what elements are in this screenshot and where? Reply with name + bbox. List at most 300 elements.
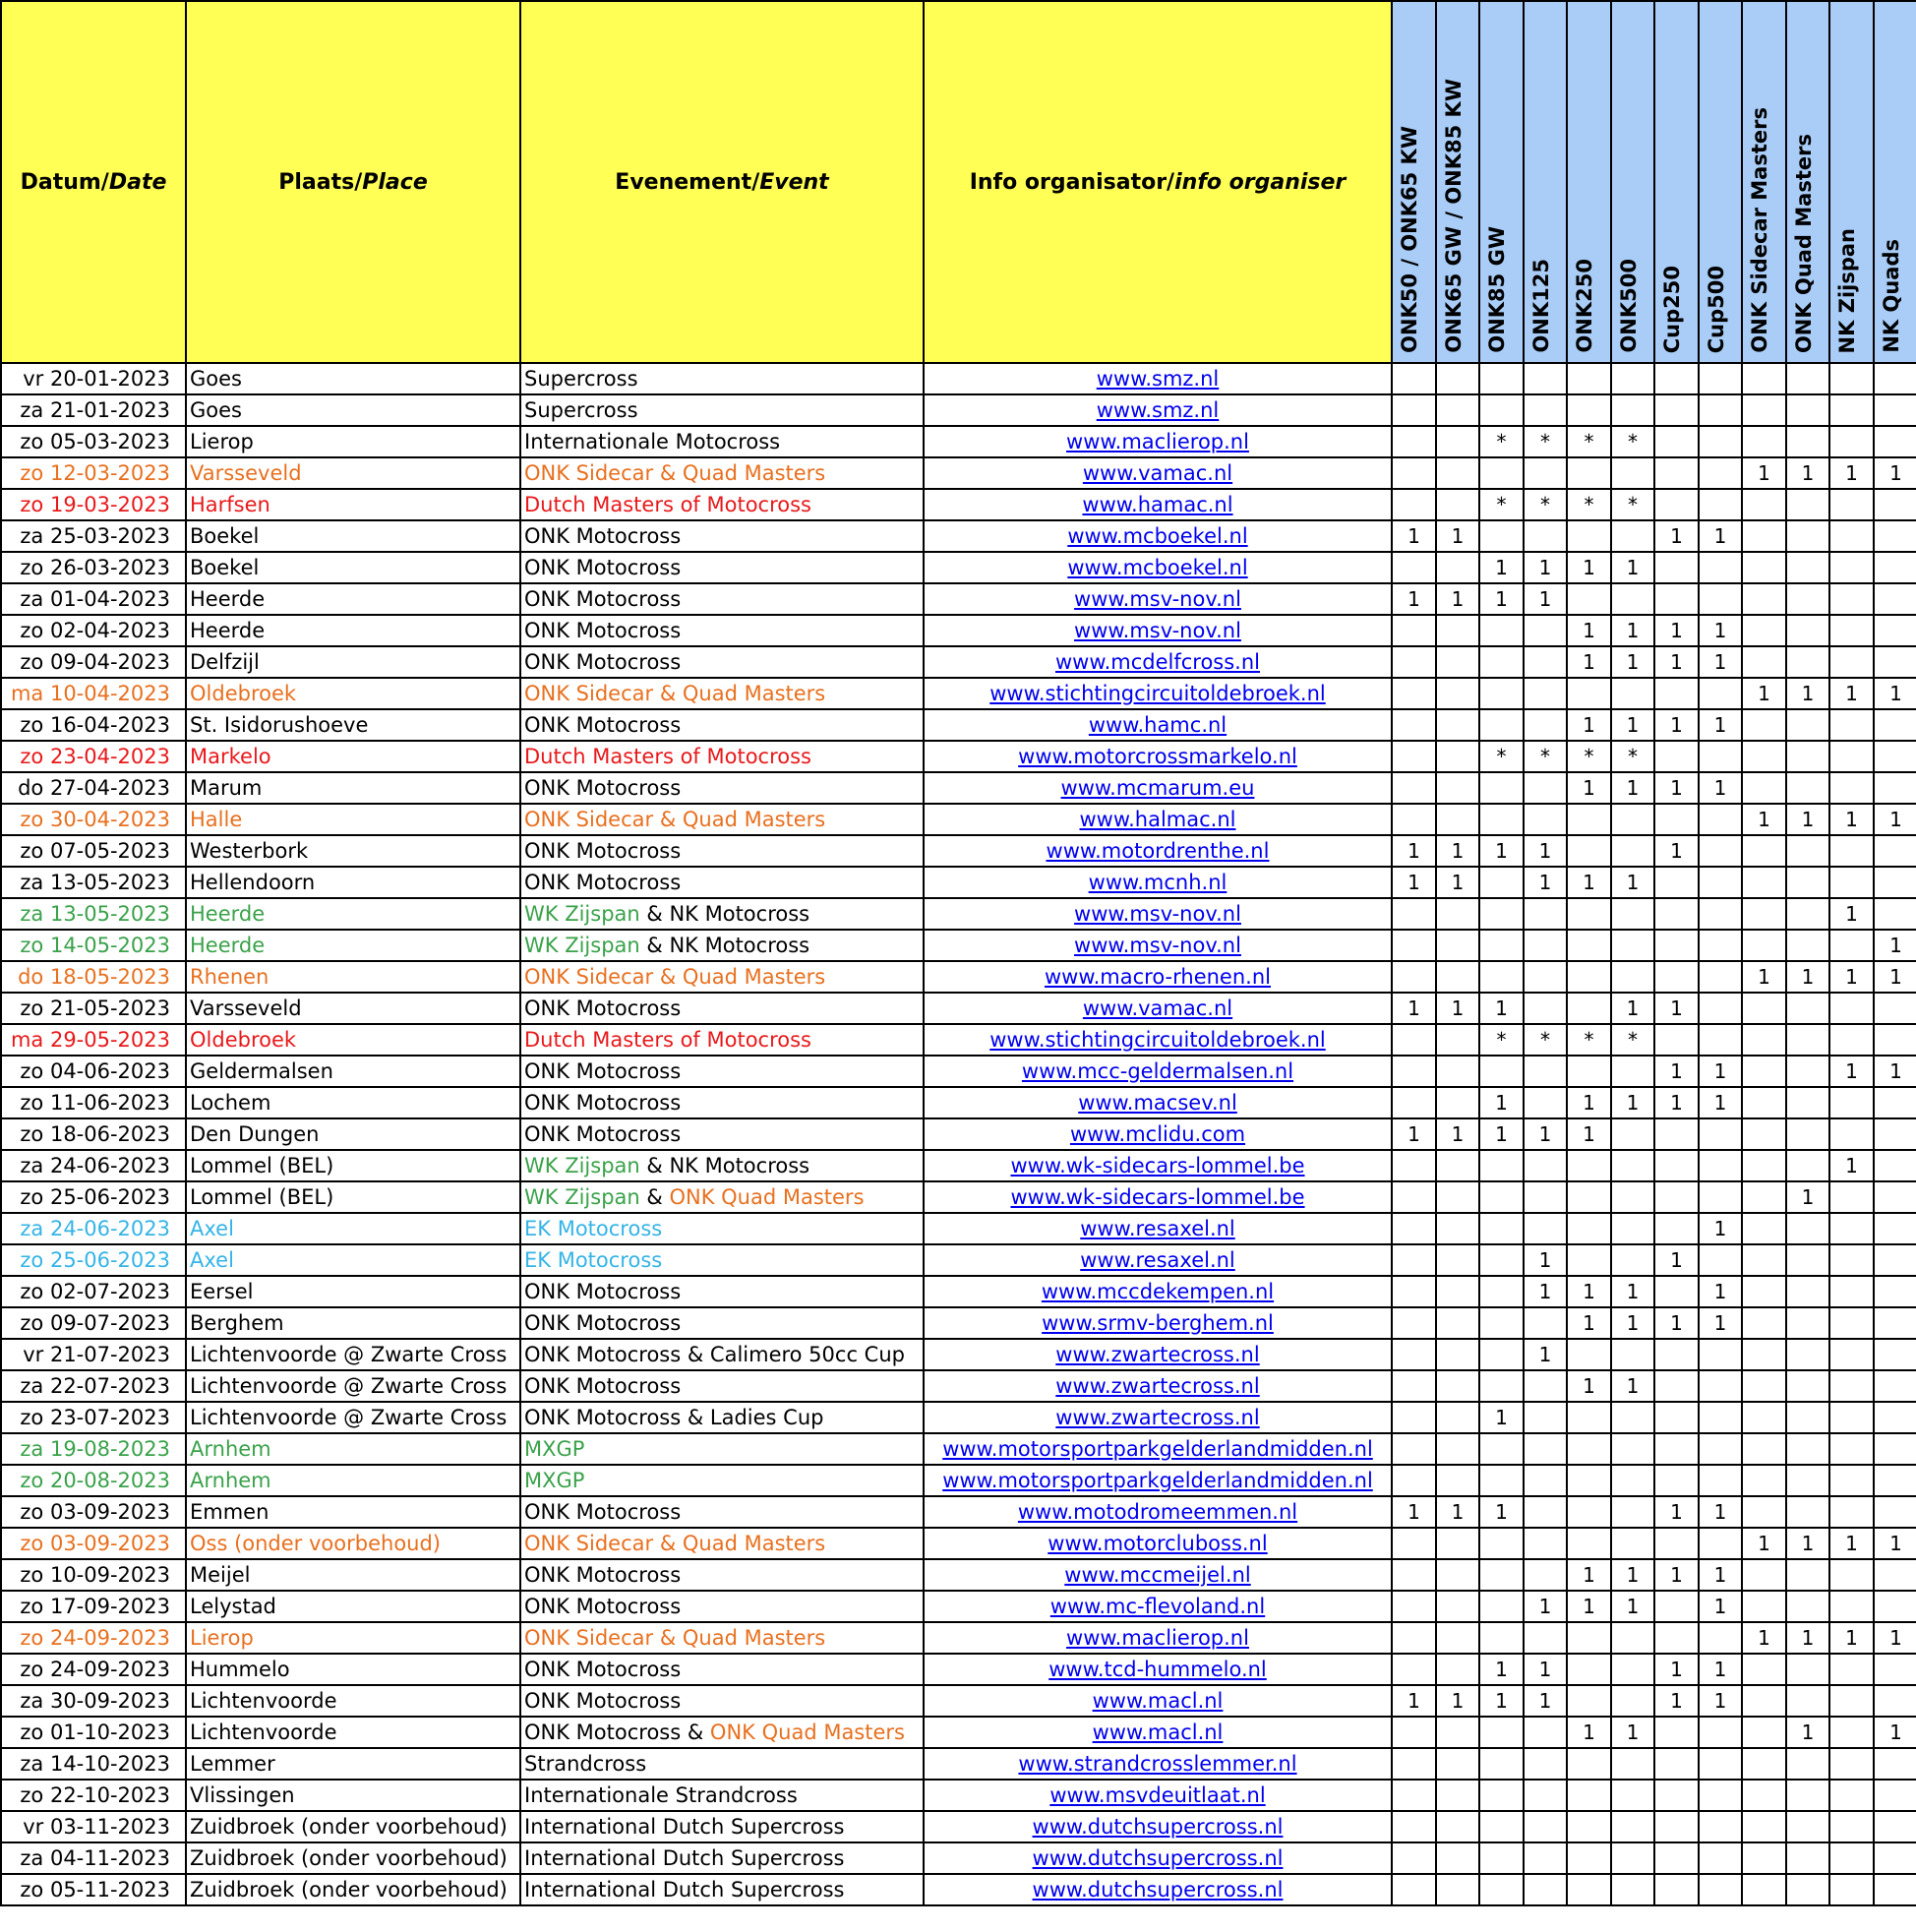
- class-mark-cell: [1742, 1024, 1786, 1056]
- class-mark-cell: [1874, 1402, 1916, 1433]
- organiser-link[interactable]: www.mccdekempen.nl: [1041, 1280, 1275, 1303]
- organiser-link[interactable]: www.dutchsupercross.nl: [1032, 1878, 1284, 1902]
- class-mark-cell: [1611, 1181, 1654, 1213]
- class-mark-cell: [1699, 1244, 1742, 1276]
- class-mark-cell: [1611, 394, 1654, 426]
- class-mark-cell: [1392, 1056, 1436, 1087]
- organiser-link[interactable]: www.zwartecross.nl: [1055, 1374, 1260, 1398]
- class-mark-cell: [1524, 1811, 1567, 1842]
- class-mark-cell: [1829, 1874, 1874, 1905]
- class-mark-cell: [1524, 1370, 1567, 1402]
- organiser-link[interactable]: www.tcd-hummelo.nl: [1048, 1658, 1267, 1681]
- class-mark-cell: [1436, 1528, 1479, 1559]
- class-mark-cell: 1: [1829, 1056, 1874, 1087]
- class-mark-cell: [1742, 1370, 1786, 1402]
- class-mark-cell: [1874, 1874, 1916, 1905]
- place-cell: Heerde: [186, 615, 520, 646]
- class-mark-cell: [1611, 930, 1654, 961]
- class-mark-cell: 1: [1829, 1528, 1874, 1559]
- class-mark-cell: [1392, 804, 1436, 835]
- table-row: [1, 1402, 1916, 1433]
- organiser-link[interactable]: www.mcboekel.nl: [1067, 524, 1248, 548]
- class-mark-cell: 1: [1436, 583, 1479, 615]
- class-mark-cell: [1611, 1685, 1654, 1717]
- class-mark-cell: [1742, 1150, 1786, 1181]
- class-mark-cell: [1654, 1748, 1699, 1780]
- organiser-link[interactable]: www.dutchsupercross.nl: [1032, 1846, 1284, 1870]
- class-mark-cell: [1479, 1307, 1524, 1339]
- class-mark-cell: [1742, 1780, 1786, 1811]
- table-row: [1, 1528, 1916, 1559]
- event-text: Dutch Masters of Motocross: [524, 1028, 811, 1052]
- organiser-link[interactable]: www.msvdeuitlaat.nl: [1049, 1783, 1266, 1807]
- info-cell: [924, 1717, 1392, 1748]
- event-text: International Dutch Supercross: [524, 1846, 845, 1870]
- organiser-link[interactable]: www.smz.nl: [1096, 398, 1220, 422]
- date-cell: za 13-05-2023: [1, 867, 186, 898]
- class-mark-cell: 1: [1654, 1559, 1699, 1591]
- class-mark-cell: 1: [1699, 1056, 1742, 1087]
- event-cell: [520, 835, 924, 867]
- class-mark-cell: [1524, 993, 1567, 1024]
- place-cell: Axel: [186, 1244, 520, 1276]
- event-cell: [520, 1244, 924, 1276]
- organiser-link[interactable]: www.motorcrossmarkelo.nl: [1018, 745, 1297, 768]
- event-cell: [520, 1874, 924, 1905]
- class-mark-cell: 1: [1874, 1622, 1916, 1654]
- class-mark-cell: [1786, 835, 1829, 867]
- class-mark-cell: [1786, 1244, 1829, 1276]
- event-cell: [520, 489, 924, 520]
- class-mark-cell: [1699, 835, 1742, 867]
- class-mark-cell: [1524, 1874, 1567, 1905]
- table-row: [1, 646, 1916, 678]
- class-mark-cell: [1524, 1748, 1567, 1780]
- organiser-link[interactable]: www.msv-nov.nl: [1074, 902, 1241, 926]
- class-mark-cell: 1: [1611, 1559, 1654, 1591]
- event-text: ONK Motocross: [524, 996, 682, 1020]
- organiser-link[interactable]: www.mcdelfcross.nl: [1054, 650, 1261, 674]
- class-mark-cell: [1436, 646, 1479, 678]
- info-cell: [924, 835, 1392, 867]
- header-info: Info organisator/info organiser: [924, 1, 1392, 363]
- class-mark-cell: [1699, 1339, 1742, 1370]
- class-mark-cell: [1392, 646, 1436, 678]
- class-mark-cell: [1436, 804, 1479, 835]
- class-mark-cell: [1567, 898, 1611, 930]
- class-mark-cell: [1392, 1307, 1436, 1339]
- class-mark-cell: [1436, 709, 1479, 741]
- class-mark-cell: [1392, 1339, 1436, 1370]
- place-cell: Lierop: [186, 1622, 520, 1654]
- class-mark-cell: [1392, 552, 1436, 583]
- class-mark-cell: [1436, 1307, 1479, 1339]
- class-mark-cell: [1392, 1748, 1436, 1780]
- class-mark-cell: [1829, 1748, 1874, 1780]
- organiser-link[interactable]: www.motorsportparkgelderlandmidden.nl: [942, 1437, 1373, 1461]
- class-mark-cell: 1: [1524, 1654, 1567, 1685]
- class-mark-cell: 1: [1654, 646, 1699, 678]
- organiser-link[interactable]: www.stichtingcircuitoldebroek.nl: [989, 1028, 1326, 1052]
- event-text: ONK Motocross: [524, 1280, 682, 1303]
- class-mark-cell: [1786, 1087, 1829, 1118]
- class-mark-cell: [1699, 898, 1742, 930]
- class-mark-cell: [1742, 1842, 1786, 1874]
- class-mark-cell: [1524, 457, 1567, 489]
- class-mark-cell: [1829, 1276, 1874, 1307]
- event-text: Dutch Masters of Motocross: [524, 493, 811, 516]
- class-mark-cell: [1786, 867, 1829, 898]
- class-mark-cell: [1392, 741, 1436, 772]
- place-cell: Meijel: [186, 1559, 520, 1591]
- class-mark-cell: 1: [1699, 772, 1742, 804]
- class-mark-cell: 1: [1611, 993, 1654, 1024]
- class-mark-cell: [1611, 898, 1654, 930]
- class-mark-cell: [1699, 1118, 1742, 1150]
- class-mark-cell: 1: [1742, 1622, 1786, 1654]
- class-mark-cell: [1786, 1213, 1829, 1244]
- event-text: ONK Motocross: [524, 1311, 682, 1335]
- table-row: [1, 1307, 1916, 1339]
- class-mark-cell: [1786, 1874, 1829, 1905]
- organiser-link[interactable]: www.mccmeijel.nl: [1064, 1563, 1251, 1587]
- class-mark-cell: [1479, 615, 1524, 646]
- class-mark-cell: [1654, 1811, 1699, 1842]
- class-mark-cell: [1742, 426, 1786, 457]
- class-mark-cell: 1: [1436, 835, 1479, 867]
- table-row: [1, 1181, 1916, 1213]
- organiser-link[interactable]: www.srmv-berghem.nl: [1042, 1311, 1274, 1335]
- date-cell: za 21-01-2023: [1, 394, 186, 426]
- class-mark-cell: [1436, 1654, 1479, 1685]
- class-mark-cell: 1: [1479, 583, 1524, 615]
- class-mark-cell: [1392, 1370, 1436, 1402]
- organiser-link[interactable]: www.hamc.nl: [1088, 713, 1227, 737]
- class-mark-cell: 1: [1829, 678, 1874, 709]
- table-row: [1, 1874, 1916, 1905]
- class-mark-cell: 1: [1567, 772, 1611, 804]
- table-row: [1, 363, 1916, 394]
- class-mark-cell: [1742, 1874, 1786, 1905]
- info-cell: [924, 741, 1392, 772]
- class-mark-cell: [1742, 583, 1786, 615]
- class-mark-cell: [1479, 898, 1524, 930]
- class-mark-cell: [1654, 961, 1699, 993]
- class-mark-cell: [1479, 1150, 1524, 1181]
- class-mark-cell: *: [1611, 489, 1654, 520]
- info-cell: [924, 646, 1392, 678]
- organiser-link[interactable]: www.mcnh.nl: [1088, 871, 1227, 894]
- header-class-cup500: Cup500: [1699, 1, 1742, 363]
- class-mark-cell: [1786, 1150, 1829, 1181]
- class-mark-cell: [1436, 1024, 1479, 1056]
- class-mark-cell: 1: [1479, 993, 1524, 1024]
- class-mark-cell: [1786, 1370, 1829, 1402]
- class-mark-cell: [1611, 1339, 1654, 1370]
- event-text: MXGP: [524, 1437, 585, 1461]
- organiser-link[interactable]: www.dutchsupercross.nl: [1032, 1815, 1284, 1839]
- date-cell: zo 22-10-2023: [1, 1780, 186, 1811]
- class-mark-cell: 1: [1392, 520, 1436, 552]
- event-text: ONK Motocross: [524, 650, 682, 674]
- date-cell: ma 29-05-2023: [1, 1024, 186, 1056]
- organiser-link[interactable]: www.stichtingcircuitoldebroek.nl: [989, 682, 1326, 705]
- info-cell: [924, 1842, 1392, 1874]
- organiser-link[interactable]: www.hamac.nl: [1082, 493, 1233, 516]
- date-cell: zo 02-07-2023: [1, 1276, 186, 1307]
- organiser-link[interactable]: www.macl.nl: [1092, 1721, 1224, 1744]
- class-mark-cell: 1: [1392, 867, 1436, 898]
- class-mark-cell: [1874, 1213, 1916, 1244]
- place-cell: Emmen: [186, 1496, 520, 1528]
- class-mark-cell: [1654, 898, 1699, 930]
- class-mark-cell: [1567, 1150, 1611, 1181]
- date-cell: za 30-09-2023: [1, 1685, 186, 1717]
- organiser-link[interactable]: www.msv-nov.nl: [1074, 619, 1241, 642]
- event-text: ONK Quad Masters: [709, 1721, 905, 1744]
- event-text: ONK Motocross: [524, 871, 682, 894]
- table-row: [1, 1244, 1916, 1276]
- organiser-link[interactable]: www.msv-nov.nl: [1074, 934, 1241, 957]
- class-mark-cell: [1392, 1402, 1436, 1433]
- place-cell: Hellendoorn: [186, 867, 520, 898]
- header-class-onk250: ONK250: [1567, 1, 1611, 363]
- class-mark-cell: [1392, 709, 1436, 741]
- class-mark-cell: [1874, 363, 1916, 394]
- event-cell: [520, 1307, 924, 1339]
- organiser-link[interactable]: www.halmac.nl: [1079, 808, 1236, 831]
- class-mark-cell: [1567, 1402, 1611, 1433]
- info-cell: [924, 489, 1392, 520]
- table-row: [1, 615, 1916, 646]
- class-mark-cell: [1611, 1874, 1654, 1905]
- class-mark-cell: 1: [1479, 835, 1524, 867]
- class-mark-cell: [1611, 1622, 1654, 1654]
- class-mark-cell: [1392, 363, 1436, 394]
- class-mark-cell: [1567, 1465, 1611, 1496]
- event-cell: [520, 457, 924, 489]
- organiser-link[interactable]: www.resaxel.nl: [1080, 1217, 1235, 1240]
- class-mark-cell: [1742, 1496, 1786, 1528]
- info-cell: [924, 1528, 1392, 1559]
- class-mark-cell: [1742, 930, 1786, 961]
- organiser-link[interactable]: www.wk-sidecars-lommel.be: [1010, 1154, 1305, 1177]
- organiser-link[interactable]: www.macro-rhenen.nl: [1045, 965, 1271, 989]
- date-cell: za 25-03-2023: [1, 520, 186, 552]
- event-text: Dutch Masters of Motocross: [524, 745, 811, 768]
- organiser-link[interactable]: www.vamac.nl: [1082, 996, 1233, 1020]
- class-mark-cell: [1436, 1056, 1479, 1087]
- date-cell: za 19-08-2023: [1, 1433, 186, 1465]
- class-mark-cell: [1611, 1056, 1654, 1087]
- date-cell: zo 18-06-2023: [1, 1118, 186, 1150]
- class-mark-cell: [1829, 709, 1874, 741]
- info-cell: [924, 426, 1392, 457]
- header-date: Datum/Date: [1, 1, 186, 363]
- organiser-link[interactable]: www.vamac.nl: [1082, 461, 1233, 485]
- class-mark-cell: [1786, 1433, 1829, 1465]
- class-mark-cell: 1: [1524, 1244, 1567, 1276]
- place-cell: Varsseveld: [186, 993, 520, 1024]
- class-mark-cell: [1479, 1528, 1524, 1559]
- event-text: ONK Motocross: [524, 556, 682, 579]
- class-mark-cell: [1479, 457, 1524, 489]
- table-row: [1, 552, 1916, 583]
- info-cell: [924, 678, 1392, 709]
- place-cell: Halle: [186, 804, 520, 835]
- table-row: [1, 961, 1916, 993]
- class-mark-cell: [1436, 898, 1479, 930]
- place-cell: Den Dungen: [186, 1118, 520, 1150]
- class-mark-cell: [1392, 1024, 1436, 1056]
- event-cell: [520, 1591, 924, 1622]
- date-cell: zo 21-05-2023: [1, 993, 186, 1024]
- table-row: [1, 1150, 1916, 1181]
- event-text: ONK Motocross: [524, 619, 682, 642]
- place-cell: Axel: [186, 1213, 520, 1244]
- table-row: [1, 1433, 1916, 1465]
- class-mark-cell: [1699, 1748, 1742, 1780]
- class-mark-cell: 1: [1699, 1591, 1742, 1622]
- place-cell: Oldebroek: [186, 1024, 520, 1056]
- date-cell: zo 04-06-2023: [1, 1056, 186, 1087]
- class-mark-cell: [1829, 615, 1874, 646]
- class-mark-cell: 1: [1699, 1496, 1742, 1528]
- class-mark-cell: *: [1479, 426, 1524, 457]
- organiser-link[interactable]: www.strandcrosslemmer.nl: [1018, 1752, 1297, 1776]
- organiser-link[interactable]: www.zwartecross.nl: [1055, 1343, 1260, 1366]
- event-text: ONK Motocross &: [524, 1721, 710, 1744]
- class-mark-cell: *: [1524, 426, 1567, 457]
- event-cell: [520, 993, 924, 1024]
- date-cell: do 27-04-2023: [1, 772, 186, 804]
- class-mark-cell: 1: [1742, 1528, 1786, 1559]
- class-mark-cell: [1392, 678, 1436, 709]
- organiser-link[interactable]: www.maclierop.nl: [1066, 430, 1249, 453]
- event-text: &: [639, 1185, 670, 1209]
- organiser-link[interactable]: www.macl.nl: [1092, 1689, 1224, 1713]
- class-mark-cell: [1874, 1842, 1916, 1874]
- organiser-link[interactable]: www.smz.nl: [1096, 367, 1220, 391]
- class-mark-cell: [1479, 772, 1524, 804]
- date-cell: zo 23-04-2023: [1, 741, 186, 772]
- class-mark-cell: [1479, 1244, 1524, 1276]
- organiser-link[interactable]: www.resaxel.nl: [1080, 1248, 1235, 1272]
- class-mark-cell: 1: [1742, 457, 1786, 489]
- date-cell: zo 09-07-2023: [1, 1307, 186, 1339]
- class-mark-cell: [1392, 1874, 1436, 1905]
- organiser-link[interactable]: www.maclierop.nl: [1066, 1626, 1249, 1650]
- class-mark-cell: [1699, 741, 1742, 772]
- place-cell: Arnhem: [186, 1433, 520, 1465]
- organiser-link[interactable]: www.motordrenthe.nl: [1046, 839, 1270, 863]
- class-mark-cell: 1: [1436, 1118, 1479, 1150]
- info-cell: [924, 1622, 1392, 1654]
- organiser-link[interactable]: www.motorsportparkgelderlandmidden.nl: [942, 1469, 1373, 1492]
- organiser-link[interactable]: www.mcmarum.eu: [1060, 776, 1255, 800]
- event-text: ONK Motocross: [524, 1374, 682, 1398]
- class-mark-cell: [1436, 1874, 1479, 1905]
- class-mark-cell: [1392, 1433, 1436, 1465]
- organiser-link[interactable]: www.mcc-geldermalsen.nl: [1021, 1059, 1294, 1083]
- header-class-onk500: ONK500: [1611, 1, 1654, 363]
- class-mark-cell: [1829, 741, 1874, 772]
- event-cell: [520, 615, 924, 646]
- class-mark-cell: [1874, 615, 1916, 646]
- event-text: WK Zijspan: [524, 1154, 640, 1177]
- class-mark-cell: [1786, 1024, 1829, 1056]
- class-mark-cell: [1479, 1465, 1524, 1496]
- calendar-body: [1, 363, 1916, 1905]
- class-mark-cell: [1829, 1181, 1874, 1213]
- class-mark-cell: [1742, 993, 1786, 1024]
- class-mark-cell: [1699, 804, 1742, 835]
- class-mark-cell: [1524, 1402, 1567, 1433]
- class-mark-cell: [1654, 930, 1699, 961]
- organiser-link[interactable]: www.motodromeemmen.nl: [1017, 1500, 1298, 1524]
- organiser-link[interactable]: www.macsev.nl: [1078, 1091, 1237, 1115]
- organiser-link[interactable]: www.msv-nov.nl: [1074, 587, 1241, 611]
- organiser-link[interactable]: www.motorcluboss.nl: [1048, 1532, 1268, 1555]
- class-mark-cell: [1436, 1780, 1479, 1811]
- class-mark-cell: [1567, 363, 1611, 394]
- class-mark-cell: [1524, 520, 1567, 552]
- class-mark-cell: [1479, 1622, 1524, 1654]
- date-cell: zo 11-06-2023: [1, 1087, 186, 1118]
- class-mark-cell: [1829, 1024, 1874, 1056]
- organiser-link[interactable]: www.mc-flevoland.nl: [1049, 1595, 1266, 1618]
- table-row: [1, 1842, 1916, 1874]
- class-mark-cell: [1874, 426, 1916, 457]
- class-mark-cell: [1829, 1402, 1874, 1433]
- date-cell: zo 02-04-2023: [1, 615, 186, 646]
- event-cell: [520, 646, 924, 678]
- class-mark-cell: [1567, 1181, 1611, 1213]
- class-mark-cell: [1567, 1874, 1611, 1905]
- class-mark-cell: [1786, 552, 1829, 583]
- class-mark-cell: [1874, 1685, 1916, 1717]
- class-mark-cell: 1: [1436, 1685, 1479, 1717]
- header-class-quad-masters: ONK Quad Masters: [1786, 1, 1829, 363]
- date-cell: zo 25-06-2023: [1, 1244, 186, 1276]
- class-mark-cell: [1392, 1528, 1436, 1559]
- class-mark-cell: [1567, 804, 1611, 835]
- class-mark-cell: [1699, 426, 1742, 457]
- class-mark-cell: [1479, 1213, 1524, 1244]
- event-text: International Dutch Supercross: [524, 1815, 845, 1839]
- class-mark-cell: 1: [1524, 1276, 1567, 1307]
- event-text: WK Zijspan: [524, 1185, 640, 1209]
- class-mark-cell: 1: [1567, 709, 1611, 741]
- class-mark-cell: [1874, 993, 1916, 1024]
- class-mark-cell: [1436, 615, 1479, 646]
- organiser-link[interactable]: www.wk-sidecars-lommel.be: [1010, 1185, 1305, 1209]
- organiser-link[interactable]: www.mclidu.com: [1069, 1122, 1246, 1146]
- info-cell: [924, 1307, 1392, 1339]
- table-row: [1, 804, 1916, 835]
- place-cell: Heerde: [186, 898, 520, 930]
- class-mark-cell: [1567, 1622, 1611, 1654]
- class-mark-cell: [1524, 1622, 1567, 1654]
- class-mark-cell: 1: [1874, 1717, 1916, 1748]
- organiser-link[interactable]: www.mcboekel.nl: [1067, 556, 1248, 579]
- class-mark-cell: [1479, 646, 1524, 678]
- header-event: Evenement/Event: [520, 1, 924, 363]
- class-mark-cell: [1874, 1339, 1916, 1370]
- class-mark-cell: [1829, 489, 1874, 520]
- class-mark-cell: 1: [1392, 1496, 1436, 1528]
- organiser-link[interactable]: www.zwartecross.nl: [1055, 1406, 1260, 1429]
